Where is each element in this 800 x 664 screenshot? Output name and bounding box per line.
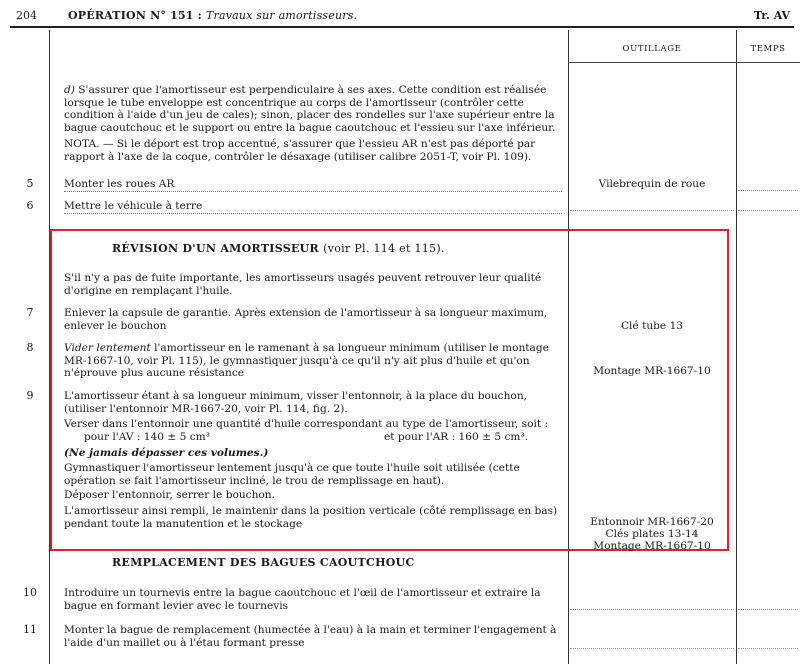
remplacement-heading: REMPLACEMENT DES BAGUES CAOUTCHOUC [112,556,415,569]
tool-cell-11 [570,648,734,649]
time-cell-11 [738,648,798,649]
step-8-tool: Montage MR-1667-10 [593,365,711,377]
paragraph-d-label: d) [64,84,75,96]
step-7-tool: Clé tube 13 [620,320,684,332]
page-number: 204 [16,9,37,22]
column-header-rule [568,62,800,63]
time-cell-5 [738,190,798,191]
step-9-p5: Déposer l'entonnoir, serrer le bouchon. [64,489,276,501]
revision-intro: S'il n'y a pas de fuite importante, les amortisseurs usagés peuvent retrouver leur qualité d'origine en remplaçant l'huile. [64,272,542,297]
step-10-text: Introduire un tournevis entre la bague caoutchouc et l'œil de l'amortisseur et extraire la bague en formant levier avec le tournevis [64,587,541,612]
step-5-text: Monter les roues AR [64,178,562,192]
step-9-number: 9 [26,389,34,402]
step-9-p4: Gymnastiquer l'amortisseur lentement jusqu'à ce que toute l'huile soit utilisée (cette opération se fait l'amortisseur incliné, le trou de remplissage en haut). [64,462,520,487]
tool-cell-6 [570,210,734,211]
step-11-number: 11 [23,623,37,636]
step-9-tool-3: Montage MR-1667-10 [593,540,711,552]
paragraph-d [64,84,564,134]
tool-cell-10 [570,609,734,610]
step-9-p6: L'amortisseur ainsi rempli, le maintenir dans la position verticale (côté remplissage en bas) pendant toute la manutention et le stockage [64,505,558,530]
revision-title: RÉVISION D'UN AMORTISSEUR [112,242,319,255]
time-cell-6 [738,210,798,211]
step-9-tool-1: Entonnoir MR-1667-20 [590,516,714,528]
nota-text: — Si le déport est trop accentué, s'assurer que l'essieu AR n'est pas déporté par rapport à l'axe de la coque, contrôler le désaxage (utiliser calibre 2051-T, voir Pl. 109). [64,138,536,163]
step-8-lead: Vider lentement [64,342,151,354]
time-cell-10 [738,609,798,610]
step-8-text [64,342,562,380]
operation-number: OPÉRATION N° 151 : [68,9,202,22]
step-6-number: 6 [26,199,34,212]
step-6-text: Mettre le véhicule à terre [64,200,562,214]
time-column-line [736,30,737,664]
page-title [68,9,357,22]
step-5-number: 5 [26,177,34,190]
step-8-number: 8 [26,341,34,354]
header-rule [10,26,794,28]
step-9-volume-ar: et pour l'AR : 160 ± 5 cm³. [384,431,529,443]
step-11-text: Monter la bague de remplacement (humectée à l'eau) à la main et terminer l'engagement à l'aide d'un maillet ou à l'étau formant presse [64,624,557,649]
step-9-p2: Verser dans l'entonnoir une quantité d'huile correspondant au type de l'amortisseur, soit : [64,418,549,430]
nota-label: NOTA. [64,138,100,150]
paragraph-d-text: S'assurer que l'amortisseur est perpendiculaire à ses axes. Cette condition est réalisée lorsque le tube enveloppe est concentrique au corps de l'amortisseur (contrôler cette condition à l'aide d'un jeu de cales); sinon, placer des rondelles sur l'axe supérieur entre la bague caoutchouc et le support ou entre la bague caoutchouc et l'essieu sur l'axe inférieur. [64,84,556,134]
step-9-tools [568,516,736,552]
time-column-header: TEMPS [750,44,786,54]
step-7-text: Enlever la capsule de garantie. Après extension de l'amortisseur à sa longueur maximum, enlever le bouchon [64,307,548,332]
step-9-volume-av: pour l'AV : 140 ± 5 cm³ [84,431,210,443]
step-9-warning: (Ne jamais dépasser ces volumes.) [64,447,269,459]
step-9-p1: L'amortisseur étant à sa longueur minimum, visser l'entonnoir, à la place du bouchon, (utiliser l'entonnoir MR-1667-20, voir Pl. 114, fig. 2). [64,390,528,415]
operation-subject: Travaux sur amortisseurs. [205,9,358,22]
step-8-body: l'amortisseur en le ramenant à sa longueur minimum (utiliser le montage MR-1667-10, voir Pl. 115), le gymnastiquer jusqu'à ce qu'il n'y ait plus d'huile et qu'on n'éprouve plus aucune résistance [64,342,549,380]
step-5-tool: Vilebrequin de roue [598,178,706,190]
step-9-tool-2: Clés plates 13-14 [605,528,699,540]
tools-column-header: OUTILLAGE [622,44,682,54]
revision-title-ref: (voir Pl. 114 et 115). [323,242,445,255]
step-10-number: 10 [23,586,37,599]
nota-paragraph [64,138,564,163]
vehicle-tag: Tr. AV [753,9,790,22]
step-7-number: 7 [26,306,34,319]
revision-heading [112,242,445,255]
